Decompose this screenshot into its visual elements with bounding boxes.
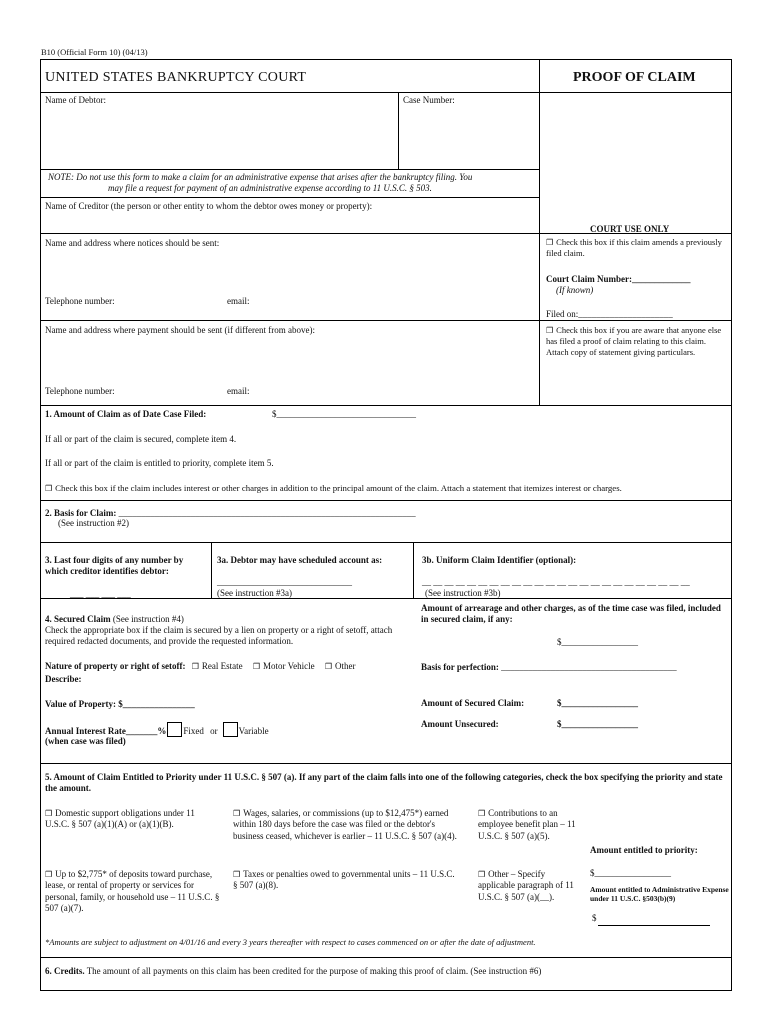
- describe-label: Describe:: [45, 674, 82, 684]
- divider: [398, 92, 399, 169]
- divider: [539, 92, 540, 169]
- s3b-line: __ __ __ __ __ __ __ __ __ __ __ __ __ __ __ __ __ __ __ __ __ __ __ __: [422, 577, 690, 587]
- divider: [539, 59, 540, 92]
- p-domestic: ❒ Domestic support obligations under 11 U.S.C. § 507 (a)(1)(A) or (a)(1)(B).: [45, 808, 195, 830]
- aware-check-text: ❒ Check this box if you are aware that anyone else has filed a proof of claim relating to this claim. Attach copy of statement giving particulars.: [546, 325, 722, 357]
- when-filed: (when case was filed): [45, 736, 126, 746]
- s1-amount: $_______________________________: [272, 409, 416, 419]
- s1-title: 1. Amount of Claim as of Date Case Filed:: [45, 409, 207, 419]
- amount-secured-label: Amount of Secured Claim:: [421, 698, 525, 708]
- divider: [40, 92, 732, 93]
- frame-bottom: [40, 990, 732, 991]
- s3b-title: 3b. Uniform Claim Identifier (optional):: [422, 555, 577, 565]
- checkbox-icon[interactable]: ❒: [478, 809, 486, 818]
- s6-row: 6. Credits. The amount of all payments on this claim has been credited for the purpose of making this proof of claim. (See instruction #6): [45, 966, 542, 976]
- s1-priority: If all or part of the claim is entitled to priority, complete item 5.: [45, 458, 274, 468]
- s5-title: 5. Amount of Claim Entitled to Priority under 11 U.S.C. § 507 (a). If any part of the claim falls into one of the following categories, check the box specifying the priority and state the amount.: [45, 772, 723, 794]
- frame-left: [40, 59, 41, 991]
- court-use-only: COURT USE ONLY: [590, 224, 670, 234]
- divider: [539, 169, 540, 405]
- amount-priority-label: Amount entitled to priority:: [590, 845, 698, 855]
- p-other: ❒ Other – Specify applicable paragraph of 11 U.S.C. § 507 (a)(__).: [478, 869, 574, 902]
- divider: [40, 598, 732, 599]
- amount-secured-value: $_________________: [557, 698, 638, 708]
- divider: [40, 957, 732, 958]
- frame-right: [731, 59, 732, 991]
- divider: [40, 542, 732, 543]
- email-label-2: email:: [227, 386, 250, 396]
- frame-top: [40, 59, 732, 60]
- s2-block: 2. Basis for Claim: __________________________________________________________________: [45, 508, 416, 518]
- s3a-line: ______________________________: [217, 577, 352, 587]
- checkbox-icon[interactable]: ❒: [546, 326, 554, 335]
- amend-check-text: ❒ Check this box if this claim amends a previously filed claim.: [546, 237, 722, 258]
- note-line2: may file a request for payment of an administrative expense according to 11 U.S.C. § 503.: [108, 183, 432, 193]
- nature-row: Nature of property or right of setoff: ❒ Real Estate ❒ Motor Vehicle ❒ Other: [45, 661, 356, 671]
- amount-unsecured-label: Amount Unsecured:: [421, 719, 499, 729]
- creditor-label: Name of Creditor (the person or other entity to whom the debtor owes money or property):: [45, 201, 373, 211]
- footnote: *Amounts are subject to adjustment on 4/01/16 and every 3 years thereafter with respect to cases commenced on or after the date of adjustment.: [45, 937, 536, 947]
- divider: [40, 763, 732, 764]
- case-label: Case Number:: [403, 95, 455, 105]
- proof-title: PROOF OF CLAIM: [573, 70, 696, 85]
- form-id: B10 (Official Form 10) (04/13): [41, 47, 148, 57]
- checkbox-icon[interactable]: ❒: [233, 809, 241, 818]
- s3-blanks: ___ ___ ___ ___: [70, 589, 131, 599]
- telephone-label-2: Telephone number:: [45, 386, 115, 396]
- divider: [413, 542, 414, 598]
- s3b-instr: (See instruction #3b): [425, 588, 501, 598]
- priority-amount-line: $_________________: [590, 868, 671, 878]
- fixed-checkbox[interactable]: [167, 722, 182, 737]
- divider: [40, 500, 732, 501]
- basis-perfection-row: Basis for perfection: _______________________________________: [421, 662, 677, 672]
- note-line1: NOTE: Do not use this form to make a claim for an administrative expense that arises after the bankruptcy filing. You: [48, 172, 473, 182]
- admin-dollar: $: [592, 913, 597, 923]
- checkbox-icon[interactable]: ❒: [45, 870, 53, 879]
- filed-on: Filed on:_____________________: [546, 309, 673, 319]
- p-wages: ❒ Wages, salaries, or commissions (up to $12,475*) earned within 180 days before the case was filed or the debtor's business ceased, whichever is earlier – 11 U.S.C. § 507 (a)(4).: [233, 808, 457, 841]
- arrearage-title: Amount of arrearage and other charges, as of the time case was filed, included in secured claim, if any:: [421, 603, 721, 625]
- s3a-instr: (See instruction #3a): [217, 588, 292, 598]
- if-known: (If known): [556, 285, 594, 295]
- email-label: email:: [227, 296, 250, 306]
- s3-title: 3. Last four digits of any number by which creditor identifies debtor:: [45, 555, 184, 577]
- checkbox-icon[interactable]: ❒: [45, 484, 53, 493]
- checkbox-icon[interactable]: ❒: [233, 870, 241, 879]
- s1-secured: If all or part of the claim is secured, complete item 4.: [45, 434, 237, 444]
- s3a-title: 3a. Debtor may have scheduled account as:: [217, 555, 383, 565]
- p-taxes: ❒ Taxes or penalties owed to governmental units – 11 U.S.C. § 507 (a)(8).: [233, 869, 455, 891]
- s4-body: Check the appropriate box if the claim is secured by a lien on property or a right of setoff, attach required redacted documents, and provide the requested information.: [45, 625, 393, 647]
- checkbox-icon[interactable]: ❒: [45, 809, 53, 818]
- payment-label: Name and address where payment should be sent (if different from above):: [45, 325, 315, 335]
- court-title: UNITED STATES BANKRUPTCY COURT: [45, 70, 307, 85]
- telephone-label: Telephone number:: [45, 296, 115, 306]
- s4-title-line: 4. Secured Claim (See instruction #4): [45, 614, 184, 624]
- variable-checkbox[interactable]: [223, 722, 238, 737]
- checkbox-icon[interactable]: ❒: [546, 238, 554, 247]
- divider: [40, 197, 539, 198]
- divider: [40, 405, 732, 406]
- checkbox-icon[interactable]: ❒: [478, 870, 486, 879]
- amount-unsecured-value: $_________________: [557, 719, 638, 729]
- s1-check-text: ❒ Check this box if the claim includes interest or other charges in addition to the principal amount of the claim. Attach a statement that itemizes interest or charges.: [45, 483, 622, 493]
- notices-label: Name and address where notices should be sent:: [45, 238, 220, 248]
- arrearage-amount: $_________________: [557, 637, 638, 647]
- s2-instr: (See instruction #2): [58, 518, 129, 528]
- interest-row: Annual Interest Rate_______% Fixed or Variable: [45, 722, 269, 737]
- checkbox-icon[interactable]: ❒: [191, 662, 199, 671]
- p-deposits: ❒ Up to $2,775* of deposits toward purchase, lease, or rental of property or services for personal, family, or household use – 11 U.S.C. § 507 (a)(7).: [45, 869, 220, 913]
- admin-expense: Amount entitled to Administrative Expense under 11 U.S.C. §503(b)(9): [590, 885, 729, 904]
- debtor-label: Name of Debtor:: [45, 95, 106, 105]
- divider: [211, 542, 212, 598]
- p-contributions: ❒ Contributions to an employee benefit plan – 11 U.S.C. § 507 (a)(5).: [478, 808, 576, 841]
- checkbox-icon[interactable]: ❒: [252, 662, 261, 671]
- value-property: Value of Property: $________________: [45, 699, 195, 709]
- divider: [40, 169, 539, 170]
- court-claim-number: Court Claim Number:_____________: [546, 274, 691, 284]
- checkbox-icon[interactable]: ❒: [324, 662, 333, 671]
- admin-amount-underline: [598, 925, 710, 926]
